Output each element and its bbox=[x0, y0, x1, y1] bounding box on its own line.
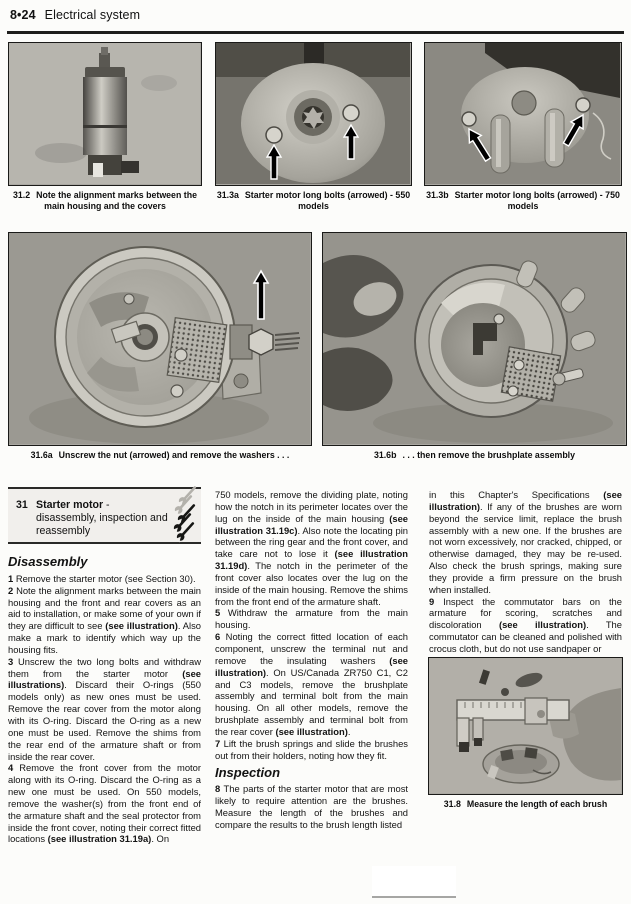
step-paragraph: 3 Unscrew the two long bolts and withdraw them from the starter motor (see illustrations). Discard their O-rings (550 models only) as new ones must be used. Remove the rear cover from the motor along with its O-ring. Discard the O-ring as a new one must be used. Remove the shims from the rear end of the armature shaft or from inside the rear cover. bbox=[8, 655, 201, 762]
figure-caption-text: Measure the length of each brush bbox=[466, 799, 608, 809]
step-paragraph: 1 Remove the starter motor (see Section 30). bbox=[8, 572, 196, 584]
text-column-2 bbox=[215, 489, 408, 831]
page-header bbox=[10, 8, 140, 22]
step-paragraph: 2 Note the alignment marks between the main housing and the front and rear covers as an aid to installation, or make some of your own if they are difficult to see (see illustration). Also make a mark to identify which way up the housing fits. bbox=[8, 584, 201, 655]
figure-number: 31.3a bbox=[216, 190, 239, 200]
caption-31-3b bbox=[424, 190, 622, 211]
step-paragraph: 750 models, remove the dividing plate, noting how the notch in its perimeter locates over the lug on the inside of the main housing (see illustration 31.19c). Also note the locating pin between the ring gear and the front cover, and take care not to lose it (see illustration 31.19d). The notch in the perimeter of the front cover also locates over the lug on the inside of the main housing. Remove the shims from the front end of the armature shaft. bbox=[215, 489, 408, 607]
figure-number: 31.6b bbox=[373, 450, 397, 460]
figure-caption-text: Unscrew the nut (arrowed) and remove the washers . . . bbox=[58, 450, 290, 460]
section-heading-box bbox=[8, 487, 201, 544]
step-paragraph: 6 Noting the correct fitted location of each component, unscrew the terminal nut and remove the insulating washers (see illustration). On US/Canada ZR750 C1, C2 and C3 models, remove the brushplate assembly and terminal bolt from the main housing. On all other models, remove the brushplate assembly and terminal bolt from the rear cover (see illustration). bbox=[215, 631, 408, 737]
figure-31-6a bbox=[8, 232, 312, 461]
text-column-3 bbox=[429, 489, 622, 655]
figure-31-6b bbox=[322, 232, 627, 461]
inspection-heading: Inspection bbox=[215, 765, 281, 781]
caption-31-3a bbox=[215, 190, 412, 211]
figure-number: 31.3b bbox=[426, 190, 449, 200]
photo-long-bolts-550 bbox=[215, 42, 412, 186]
section-number: 31 bbox=[16, 499, 28, 511]
figure-caption-text: Starter motor long bolts (arrowed) - 550 models bbox=[244, 190, 411, 211]
figure-number: 31.6a bbox=[30, 450, 53, 460]
step-paragraph: 5 Withdraw the armature from the main housing. bbox=[215, 607, 408, 631]
chapter-title: Electrical system bbox=[44, 8, 141, 22]
step-paragraph: 8 The parts of the starter motor that are most likely to require attention are the brushes. Measure the length of the brushes and compare the results to the brush length listed bbox=[215, 783, 408, 830]
page-number: 8•24 bbox=[10, 8, 36, 22]
figure-31-3b bbox=[424, 42, 622, 211]
step-paragraph: 7 Lift the brush springs and slide the brushes out from their holders, noting how they fit. bbox=[215, 737, 408, 761]
figure-caption-text: Starter motor long bolts (arrowed) - 750 models bbox=[454, 190, 620, 211]
caption-31-2 bbox=[8, 190, 202, 211]
difficulty-rating bbox=[169, 491, 199, 543]
text-column-1 bbox=[8, 553, 201, 845]
step-paragraph: 9 Inspect the commutator bars on the armature for scoring, scratches and discoloration (see illustration). The commutator can be cleaned and polished with crocus cloth, but do not use sandpaper or bbox=[429, 595, 622, 654]
figure-number: 31.2 bbox=[13, 190, 31, 200]
scan-artifact bbox=[372, 866, 456, 898]
figure-caption-text: . . . then remove the brushplate assembly bbox=[402, 450, 576, 460]
step-paragraph: 4 Remove the front cover from the motor along with its O-ring. Discard the O-ring as a new one must be used. On 550 models, remove the washer(s) from the front end of the armature shaft and the seal protector from inside the front cover, noting their correct fitted locations (see illustration 31.19a). On bbox=[8, 762, 201, 845]
figure-number: 31.8 bbox=[443, 799, 461, 809]
disassembly-heading: Disassembly bbox=[8, 554, 88, 569]
figure-31-8 bbox=[428, 657, 623, 810]
step-paragraph: in this Chapter's Specifications (see illustration). If any of the brushes are worn beyond the service limit, replace the brush assembly with a new one. If the brushes are not worn excessively, nor cracked, chipped, or otherwise damaged, they may be re-used. Also check the brush springs, making sure they provide a firm pressure on the brush when installed. bbox=[429, 489, 622, 595]
photo-brushplate-assembly bbox=[322, 232, 627, 446]
figure-caption-text: Note the alignment marks between the main housing and the covers bbox=[36, 190, 197, 211]
photo-measure-brush bbox=[428, 657, 623, 795]
header-rule bbox=[7, 31, 624, 34]
photo-long-bolts-750 bbox=[424, 42, 622, 186]
photo-starter-motor-side bbox=[8, 42, 202, 186]
photo-unscrew-nut bbox=[8, 232, 312, 446]
section-title: Starter motor - disassembly, inspection and reassembly bbox=[36, 499, 168, 537]
caption-31-8 bbox=[428, 799, 623, 810]
figure-31-3a bbox=[215, 42, 412, 211]
figure-31-2 bbox=[8, 42, 202, 211]
caption-31-6a bbox=[8, 450, 312, 461]
caption-31-6b bbox=[322, 450, 627, 461]
